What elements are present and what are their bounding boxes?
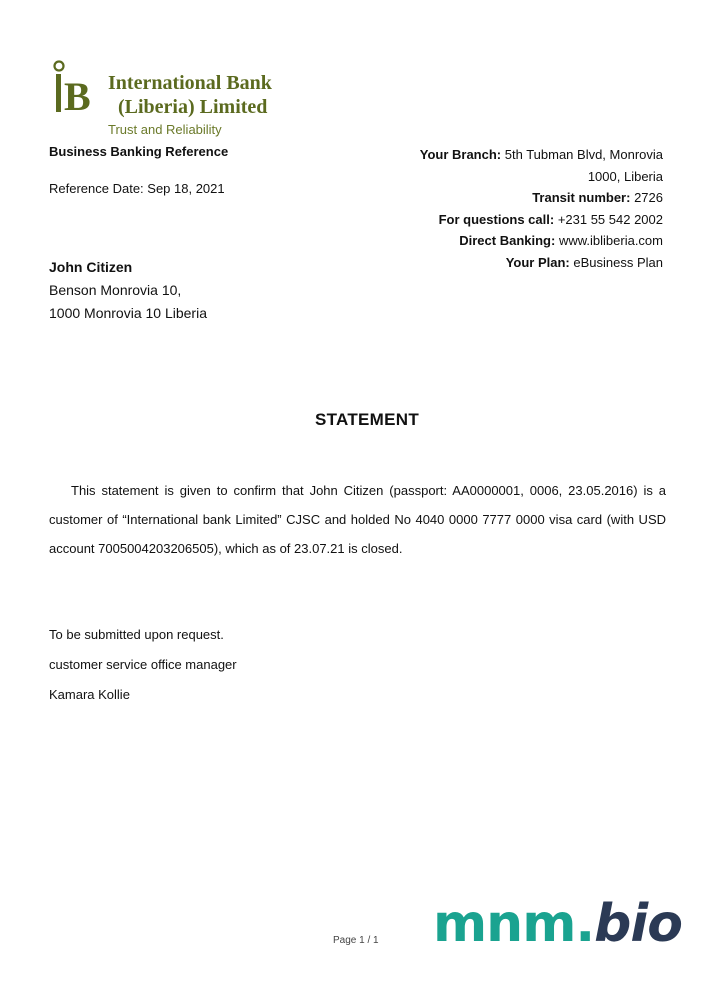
bank-name-line2: (Liberia) Limited	[118, 96, 268, 118]
transit-label: Transit number:	[532, 190, 631, 205]
plan-value: eBusiness Plan	[573, 254, 663, 270]
plan-line	[333, 252, 663, 274]
recipient-address-line1: Benson Monrovia 10,	[49, 282, 182, 298]
bank-logo	[50, 60, 310, 140]
svg-text:B: B	[64, 74, 91, 118]
recipient-name: John Citizen	[49, 259, 133, 275]
watermark-part2: bio	[594, 894, 682, 954]
branch-line	[333, 144, 663, 166]
transit-value: 2726	[634, 190, 663, 205]
branch-value: 5th Tubman Blvd, Monrovia	[504, 147, 663, 162]
branch-info	[333, 144, 663, 273]
questions-value: +231 55 542 2002	[557, 211, 663, 227]
recipient-address	[49, 256, 207, 325]
closing-block	[49, 620, 237, 710]
questions-line	[333, 209, 663, 231]
reference-title: Business Banking Reference	[49, 144, 229, 159]
direct-banking-value: www.ibliberia.com	[558, 233, 663, 248]
closing-line-request: To be submitted upon request.	[49, 627, 224, 642]
direct-banking-label: Direct Banking:	[459, 233, 556, 248]
branch-value-2: 1000, Liberia	[587, 168, 663, 184]
branch-line-2	[333, 166, 663, 188]
bank-logo-mark-icon	[50, 60, 104, 118]
transit-line	[333, 187, 663, 209]
page-number: Page 1 / 1	[333, 935, 379, 946]
reference-date: Reference Date: Sep 18, 2021	[49, 181, 225, 196]
statement-title: STATEMENT	[314, 410, 420, 429]
closing-line-title: customer service office manager	[49, 657, 237, 672]
plan-label: Your Plan:	[505, 254, 570, 270]
questions-label: For questions call:	[438, 211, 555, 227]
watermark-part1: mnm.	[433, 894, 595, 954]
closing-line-signatory: Kamara Kollie	[49, 687, 130, 702]
recipient-address-line2: 1000 Monrovia 10 Liberia	[49, 305, 207, 321]
statement-body: This statement is given to confirm that John Citizen (passport: AA0000001, 0006, 23.05.2016) is a customer of “International bank Limited” CJSC and holded No 4040 0000 7777 0000 visa card (with USD account 7005004203206505), which as of 23.07.21 is closed.	[49, 483, 666, 556]
bank-tagline: Trust and Reliability	[108, 122, 222, 137]
direct-banking-line	[333, 230, 663, 252]
branch-label: Your Branch:	[419, 147, 502, 162]
bank-name-line1: International Bank	[108, 72, 272, 94]
watermark-logo	[433, 894, 682, 954]
